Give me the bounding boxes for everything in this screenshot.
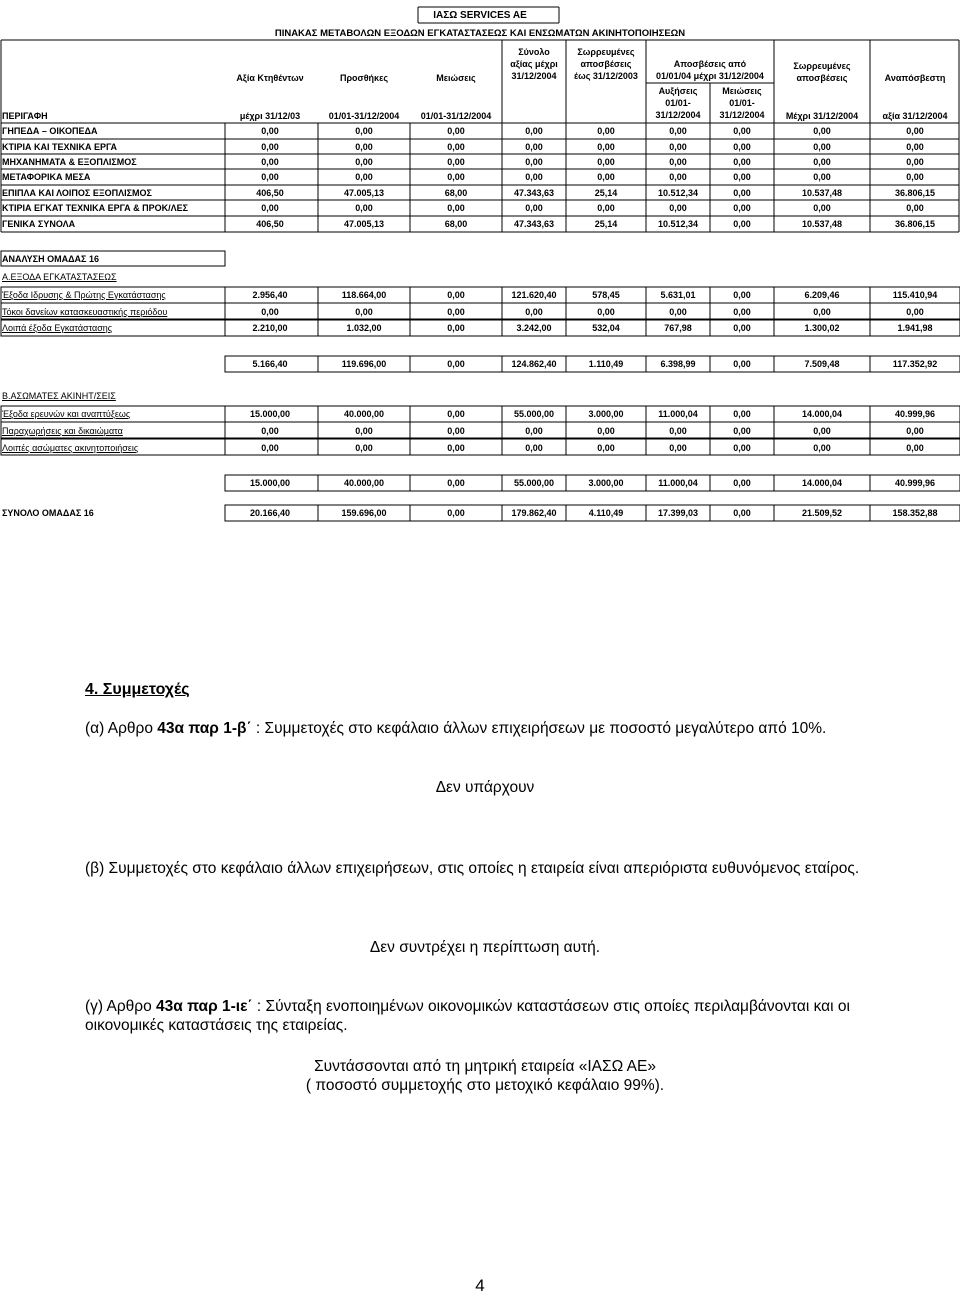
row-value: 10.537,48 [801,188,843,198]
row-value: 0,00 [906,426,924,436]
row-value: 0,00 [447,157,465,167]
row-value: 21.509,52 [801,508,843,518]
row-value: 0,00 [669,126,687,136]
row-value: 0,00 [447,359,465,369]
header-afx-3: 31/12/2004 [655,110,701,120]
row-value: 0,00 [355,443,373,453]
row-value: 117.352,92 [892,359,938,369]
row-value: 40.999,96 [894,409,936,419]
row-value: 0,00 [261,426,279,436]
row-value: 55.000,00 [513,409,555,419]
row-value: 0,00 [733,126,751,136]
row-value: 0,00 [447,409,465,419]
row-value: 0,00 [261,307,279,317]
row-value: 0,00 [597,426,615,436]
row-value: 10.512,34 [657,188,699,198]
company-name: ΙΑΣΩ SERVICES AE [433,10,527,21]
sectionA-row [0,288,960,303]
sectionB-total [0,476,960,491]
group16-total [0,506,960,521]
main-table-row [0,217,960,232]
row-value: 10.537,48 [801,219,843,229]
row-value: 47.005,13 [343,188,385,198]
row-value: 0,00 [597,203,615,213]
row-value: 0,00 [597,307,615,317]
header-sworr-3: έως 31/12/2003 [574,71,638,81]
row-value: 1.941,98 [897,323,933,333]
row-value: 6.209,46 [804,290,840,300]
sectionB-row [0,424,960,439]
header-perigrafi: ΠΕΡΙΓΑΦΗ [2,111,48,121]
row-value: 0,00 [669,443,687,453]
header-sworr2-1: Σωρρευμένες [793,61,851,71]
header-afx-2: 01/01- [665,98,691,108]
row-value: 11.000,04 [658,409,698,419]
row-value: 1.110,49 [588,359,624,369]
row-value: 0,00 [447,508,465,518]
row-value: 0,00 [669,157,687,167]
sectionA-row [0,321,960,336]
row-value: 0,00 [355,157,373,167]
row-value: 0,00 [525,157,543,167]
row-value: 36.806,15 [894,188,936,198]
sectionB-title: Β.ΑΣΩΜΑΤΕΣ ΑΚΙΝΗΤ/ΣΕΙΣ [2,391,116,401]
header-aposv-2: 01/01/04 μέχρι 31/12/2004 [656,71,764,81]
row-value: 0,00 [447,478,465,488]
row-label: Παραχωρήσεις και δικαιώματα [2,426,123,436]
row-value: 0,00 [447,172,465,182]
section4-a-prefix: (α) Αρθρο [85,720,158,737]
row-value: 0,00 [733,157,751,167]
header-prosthikes-bottom: 01/01-31/12/2004 [328,111,400,121]
section4-a-answer: Δεν υπάρχουν [435,779,535,796]
row-value: 0,00 [906,126,924,136]
header-synolo-2: αξίας μέχρι [510,59,558,69]
header-sworr-2: αποσβέσεις [580,59,632,69]
sectionA-row [0,305,960,320]
row-value: 0,00 [733,426,751,436]
row-value: 0,00 [261,203,279,213]
header-aposv-1: Αποσβέσεις από [673,59,747,69]
row-value: 0,00 [447,426,465,436]
row-value: 0,00 [525,443,543,453]
section4-b-paragraph: (β) Συμμετοχές στο κεφάλαιο άλλων επιχειρήσεων, στις οποίες η εταιρεία είναι απεριόριστα ευθυνόμενος εταίρος. [85,860,860,877]
section4-c-answer-1: Συντάσσονται από τη μητρική εταιρεία «ΙΑΣΩ ΑΕ» [314,1058,656,1075]
row-label: Τόκοι δανείων κατασκευαστικής περιόδου [2,307,168,317]
section4-a-text: : Συμμετοχές στο κεφάλαιο άλλων επιχειρήσεων με ποσοστό μεγαλύτερο από 10%. [251,720,827,737]
header-axia-top: Αξία Κτηθέντων [236,73,304,83]
section4-a-ref: 43α παρ 1-β΄ [157,720,252,737]
header-sworr-1: Σωρρευμένες [577,47,635,57]
row-value: 0,00 [525,126,543,136]
row-value: 0,00 [813,172,831,182]
row-value: 0,00 [669,307,687,317]
row-value: 0,00 [733,323,751,333]
row-value: 0,00 [813,307,831,317]
row-value: 40.000,00 [343,478,385,488]
row-value: 7.509,48 [804,359,840,369]
row-value: 0,00 [355,172,373,182]
row-label: Έξοδα ερευνών και αναπτύξεως [2,409,131,419]
row-value: 40.000,00 [343,409,385,419]
row-value: 124.862,40 [511,359,557,369]
row-label: ΚΤΙΡΙΑ ΕΓΚΑΤ ΤΕΧΝΙΚΑ ΕΡΓΑ & ΠΡΟΚ/ΛΕΣ [2,203,189,213]
row-value: 0,00 [906,142,924,152]
row-value: 0,00 [906,157,924,167]
row-value: 47.343,63 [513,219,555,229]
row-value: 0,00 [525,142,543,152]
row-value: 2.956,40 [252,290,288,300]
header-axia-bottom: μέχρι 31/12/03 [239,111,301,121]
row-value: 0,00 [733,508,751,518]
header-prosthikes-top: Προσθήκες [339,73,389,83]
row-value: 118.664,00 [341,290,387,300]
row-value: 0,00 [733,290,751,300]
row-value: 0,00 [261,172,279,182]
row-label: Έξοδα Ιδρυσης & Πρώτης Εγκατάστασης [2,290,166,300]
row-value: 3.000,00 [588,409,624,419]
group16-title: ΑΝΑΛΥΣΗ ΟΜΑΔΑΣ 16 [2,254,99,264]
row-value: 0,00 [447,443,465,453]
row-value: 532,04 [592,323,620,333]
row-value: 0,00 [906,307,924,317]
header-sworr2-2: αποσβέσεις [796,73,848,83]
row-value: 0,00 [355,426,373,436]
row-value: 158.352,88 [892,508,938,518]
row-value: 3.242,00 [516,323,552,333]
row-label: ΓΗΠΕΔΑ – ΟΙΚΟΠΕΔΑ [2,126,98,136]
row-value: 0,00 [733,443,751,453]
header-anap-2: αξία 31/12/2004 [882,111,948,121]
sectionB-row [0,441,960,456]
header-meioseis-bottom: 01/01-31/12/2004 [420,111,492,121]
row-label: ΕΠΙΠΛΑ ΚΑΙ ΛΟΙΠΟΣ ΕΞΟΠΛΙΣΜΟΣ [2,188,152,198]
row-value: 0,00 [733,142,751,152]
main-table-row [0,170,960,185]
row-value: 0,00 [447,323,465,333]
header-sworr2-3: Μέχρι 31/12/2004 [785,111,859,121]
row-value: 1.300,02 [804,323,840,333]
row-value: 0,00 [355,307,373,317]
row-value: 55.000,00 [513,478,555,488]
row-value: 5.631,01 [660,290,696,300]
header-afx-1: Αυξήσεις [658,86,698,96]
sectionB-row [0,407,960,422]
header-mei-3: 31/12/2004 [719,110,765,120]
section4-heading: 4. Συμμετοχές [85,681,190,698]
section4-b-answer: Δεν συντρέχει η περίπτωση αυτή. [369,939,601,956]
row-value: 121.620,40 [511,290,557,300]
row-value: 767,98 [664,323,692,333]
row-value: 0,00 [355,203,373,213]
row-value: 6.398,99 [660,359,696,369]
row-value: 0,00 [597,126,615,136]
sectionA-title: Α.ΕΞΟΔΑ ΕΓΚΑΤΑΣΤΑΣΕΩΣ [2,272,117,282]
main-table-row [0,155,960,170]
row-value: 406,50 [256,219,284,229]
row-value: 14.000,04 [801,478,843,488]
row-value: 0,00 [355,126,373,136]
main-table-row [0,124,960,139]
main-table-row [0,186,960,201]
row-value: 0,00 [906,172,924,182]
row-value: 2.210,00 [252,323,288,333]
section4-a-paragraph [85,719,885,738]
row-label: ΓΕΝΙΚΑ ΣΥΝΟΛΑ [2,219,76,229]
row-value: 0,00 [597,157,615,167]
row-value: 1.032,00 [346,323,382,333]
row-label: ΣΥΝΟΛΟ ΟΜΑΔΑΣ 16 [2,508,94,518]
row-value: 0,00 [669,172,687,182]
row-value: 0,00 [447,307,465,317]
row-value: 17.399,03 [657,508,699,518]
row-value: 0,00 [597,443,615,453]
row-value: 0,00 [906,443,924,453]
row-value: 0,00 [261,142,279,152]
row-value: 0,00 [261,443,279,453]
row-value: 20.166,40 [249,508,291,518]
row-value: 406,50 [256,188,284,198]
row-value: 15.000,00 [249,478,291,488]
header-anap-1: Αναπόσβεστη [884,73,946,83]
row-value: 159.696,00 [341,508,387,518]
header-synolo-1: Σύνολο [518,47,550,57]
row-value: 0,00 [447,203,465,213]
row-value: 0,00 [525,203,543,213]
table-title: ΠΙΝΑΚΑΣ ΜΕΤΑΒΟΛΩΝ ΕΞΟΔΩΝ ΕΓΚΑΤΑΣΤΑΣΕΩΣ ΚΑΙ ΕΝΣΩΜΑΤΩΝ ΑΚΙΝΗΤΟΠΟΙΗΣΕΩΝ [274,28,686,39]
row-value: 0,00 [597,142,615,152]
row-value: 0,00 [813,126,831,136]
row-value: 14.000,04 [801,409,843,419]
row-value: 25,14 [594,188,618,198]
row-value: 0,00 [733,188,751,198]
row-value: 0,00 [447,126,465,136]
row-value: 0,00 [813,142,831,152]
row-value: 0,00 [906,203,924,213]
row-value: 0,00 [261,126,279,136]
main-table-row [0,201,960,216]
header-synolo-3: 31/12/2004 [511,71,557,81]
row-value: 0,00 [597,172,615,182]
page-number: 4 [475,1276,485,1295]
row-value: 0,00 [261,157,279,167]
row-value: 47.005,13 [343,219,385,229]
section4-c-answer-2: ( ποσοστό συμμετοχής στο μετοχικό κεφάλαιο 99%). [305,1077,665,1094]
header-mei-1: Μειώσεις [722,86,762,96]
header-meioseis-top: Μειώσεις [436,73,476,83]
row-value: 4.110,49 [588,508,624,518]
row-value: 0,00 [733,409,751,419]
row-value: 68,00 [444,219,468,229]
row-value: 36.806,15 [894,219,936,229]
row-value: 119.696,00 [341,359,387,369]
row-label: Λοιπά έξοδα Εγκατάστασης [2,323,113,333]
row-value: 0,00 [733,478,751,488]
row-value: 0,00 [813,203,831,213]
header-mei-2: 01/01- [729,98,755,108]
row-value: 179.862,40 [511,508,557,518]
row-label: ΚΤΙΡΙΑ ΚΑΙ ΤΕΧΝΙΚΑ ΕΡΓΑ [2,142,117,152]
section4-c-text: : Σύνταξη ενοποιημένων οικονομικών καταστάσεων στις οποίες περιλαμβάνονται και οι οικονομικές καταστάσεις της εταιρείας. [85,998,850,1034]
row-value: 0,00 [813,443,831,453]
row-value: 0,00 [669,142,687,152]
row-label: Λοιπές ασώματες ακινητοποιήσεις [2,443,139,453]
main-table-row [0,140,960,155]
row-value: 115.410,94 [892,290,938,300]
row-label: ΜΕΤΑΦΟΡΙΚΑ ΜΕΣΑ [2,172,91,182]
row-value: 0,00 [733,203,751,213]
row-value: 0,00 [525,307,543,317]
row-value: 0,00 [733,172,751,182]
row-value: 0,00 [447,142,465,152]
row-value: 68,00 [444,188,468,198]
row-value: 578,45 [592,290,620,300]
row-value: 0,00 [733,307,751,317]
sectionA-total [0,357,960,372]
row-value: 5.166,40 [252,359,288,369]
row-value: 0,00 [355,142,373,152]
section4-c-paragraph [85,997,885,1035]
row-value: 0,00 [447,290,465,300]
row-value: 0,00 [525,172,543,182]
row-label: ΜΗΧΑΝΗΜΑΤΑ & ΕΞΟΠΛΙΣΜΟΣ [2,157,137,167]
section4-c-prefix: (γ) Αρθρο [85,998,157,1015]
row-value: 40.999,96 [894,478,936,488]
row-value: 0,00 [733,359,751,369]
row-value: 47.343,63 [513,188,555,198]
row-value: 3.000,00 [588,478,624,488]
row-value: 0,00 [525,426,543,436]
row-value: 25,14 [594,219,618,229]
row-value: 0,00 [669,426,687,436]
row-value: 15.000,00 [249,409,291,419]
row-value: 0,00 [813,426,831,436]
section4-c-ref: 43α παρ 1-ιε΄ [156,998,253,1015]
row-value: 0,00 [813,157,831,167]
row-value: 0,00 [733,219,751,229]
row-value: 0,00 [669,203,687,213]
row-value: 10.512,34 [657,219,699,229]
row-value: 11.000,04 [658,478,698,488]
